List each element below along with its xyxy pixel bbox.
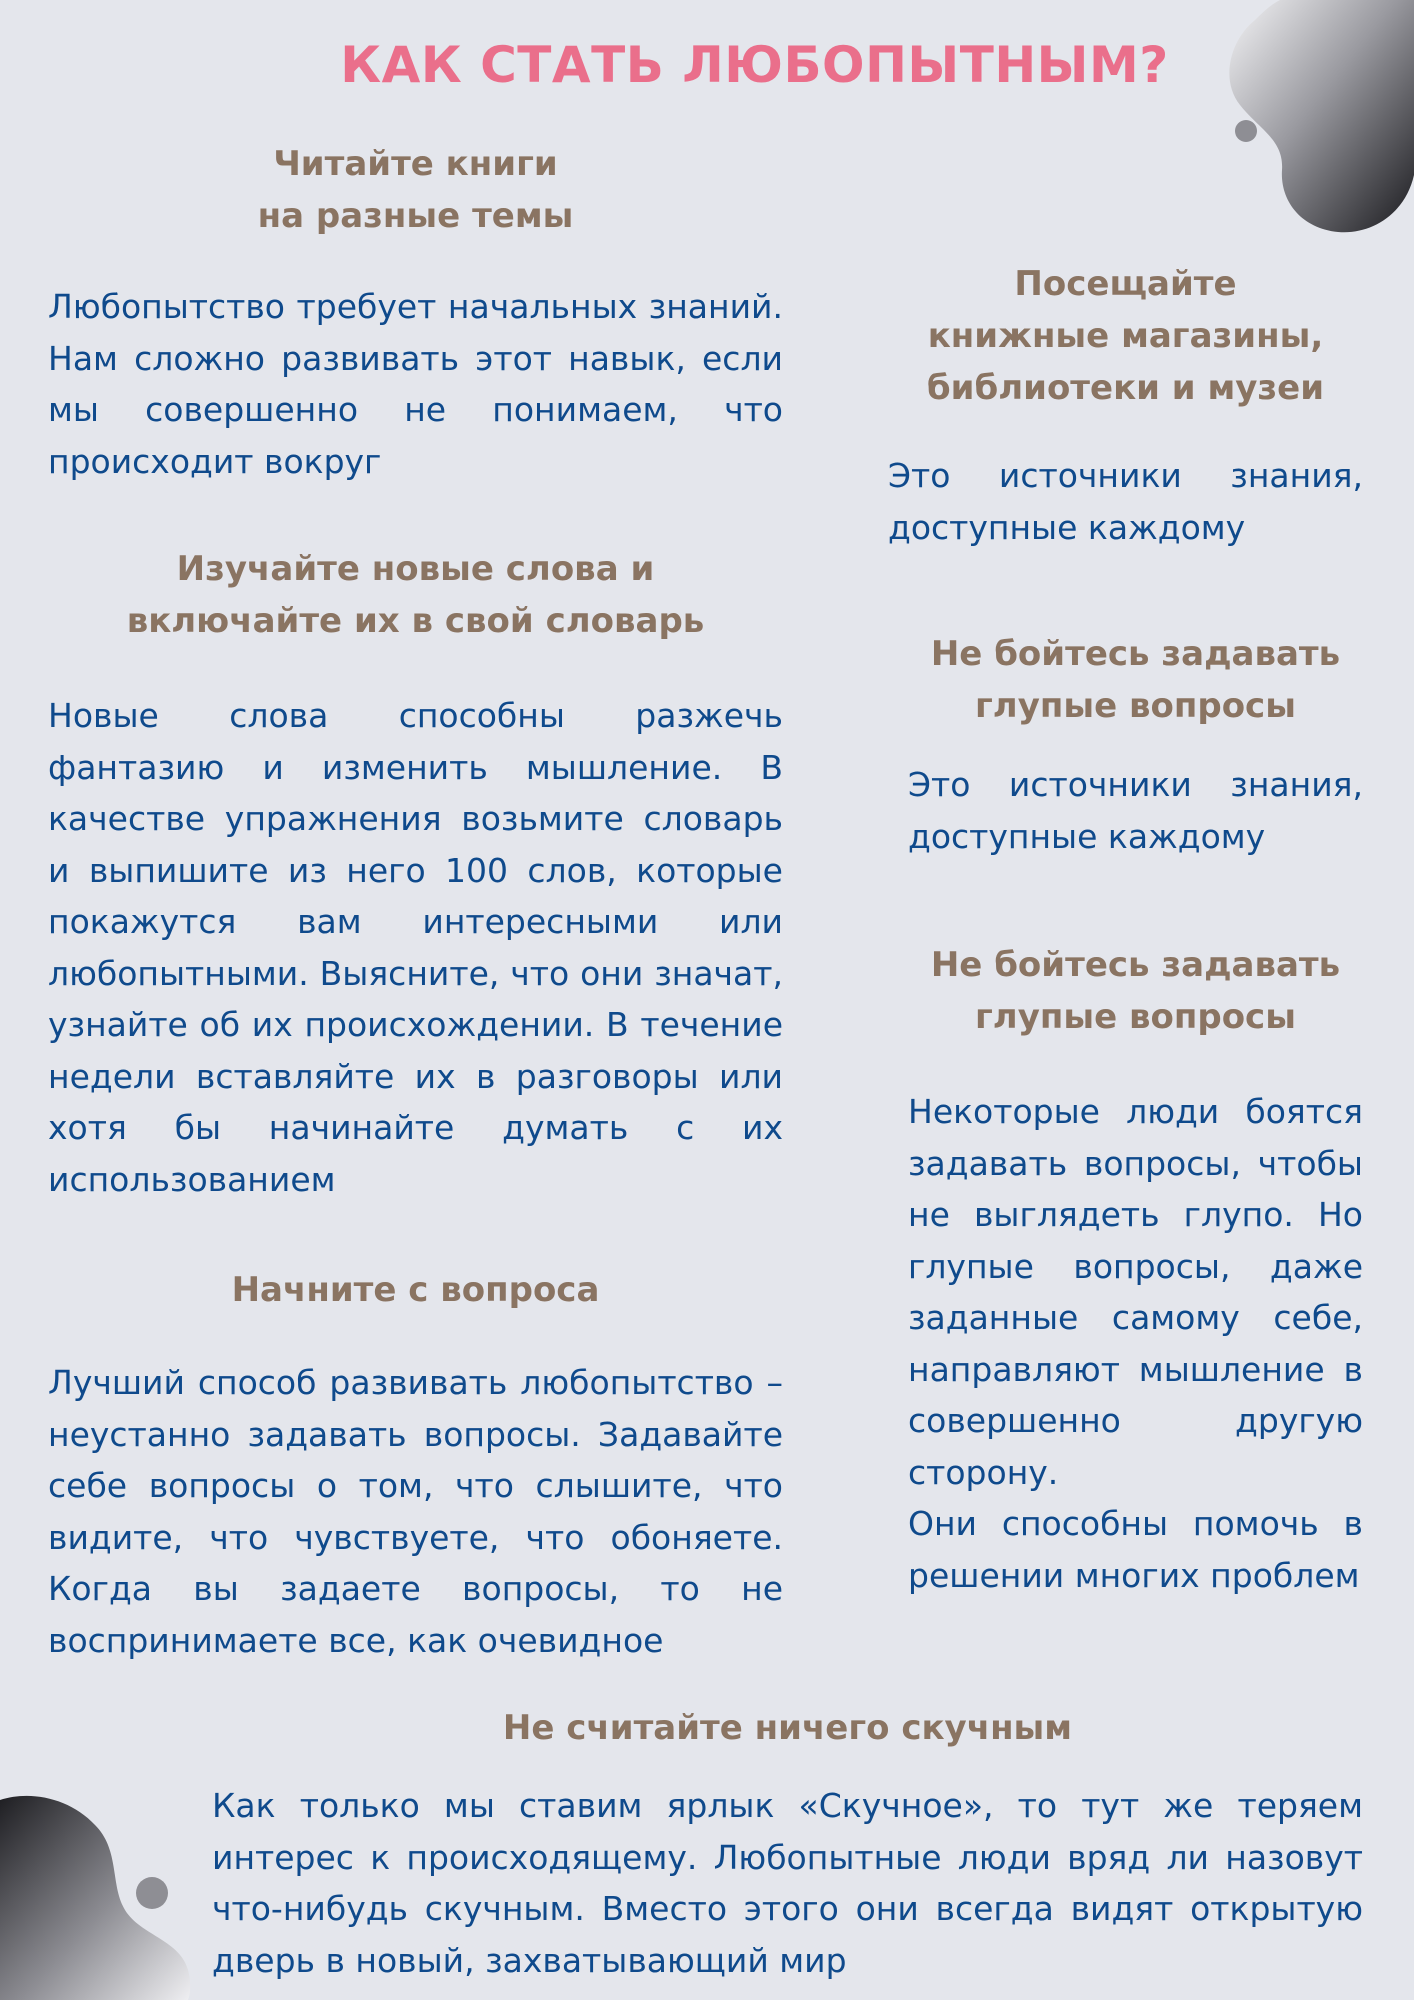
heading-line: Читайте книги xyxy=(273,144,558,184)
heading-line: Не бойтесь задавать xyxy=(930,945,1341,985)
bottom-left-blob-decoration xyxy=(0,1790,200,2000)
heading-nothing-boring: Не считайте ничего скучным xyxy=(502,1708,1073,1748)
text-silly-questions-2 xyxy=(908,1086,1363,1601)
heading-silly-questions-2 xyxy=(908,939,1363,1043)
heading-line: библиотеки и музеи xyxy=(926,368,1325,408)
heading-line: Не бойтесь задавать xyxy=(930,634,1341,674)
text-read-books: Любопытство требует начальных знаний. Нам сложно развивать этот навык, если мы совершенно не понимаем, что происходит вокруг xyxy=(48,287,783,481)
paragraph: Они способны помочь в решении многих проблем xyxy=(908,1504,1363,1595)
heading-line: на разные темы xyxy=(257,196,574,236)
heading-silly-questions-1 xyxy=(908,628,1363,732)
text-learn-words: Новые слова способны разжечь фантазию и изменить мышление. В качестве упражнения возьмите словарь и выпишите из него 100 слов, которые покажутся вам интересными или любопытными. Выясните, что они значат, узнайте об их происхождении. В течение недели вставляйте их в разговоры или хотя бы начинайте думать с их использованием xyxy=(48,696,783,1199)
text-visit-places: Это источники знания, доступные каждому xyxy=(888,456,1363,547)
heading-line: книжные магазины, xyxy=(927,316,1324,356)
text-silly-questions-1: Это источники знания, доступные каждому xyxy=(908,765,1363,856)
heading-learn-words xyxy=(48,543,783,647)
text-start-question: Лучший способ развивать любопытство – неустанно задавать вопросы. Задавайте себе вопросы о том, что слышите, что видите, что чувствуете, что обоняете. Когда вы задаете вопросы, то не воспринимаете все, как очевидное xyxy=(48,1363,783,1660)
heading-line: глупые вопросы xyxy=(975,686,1296,726)
page-title: КАК СТАТЬ ЛЮБОПЫТНЫМ? xyxy=(340,36,1169,94)
heading-visit-places xyxy=(888,258,1363,414)
paragraph: Некоторые люди боятся задавать вопросы, чтобы не выглядеть глупо. Но глупые вопросы, даже заданные самому себе, направляют мышление в совершенно другую сторону. xyxy=(908,1092,1363,1492)
heading-read-books xyxy=(48,138,783,242)
heading-line: включайте их в свой словарь xyxy=(126,601,705,641)
heading-line: Изучайте новые слова и xyxy=(176,549,655,589)
heading-line: глупые вопросы xyxy=(975,997,1296,1037)
heading-line: Посещайте xyxy=(1014,264,1237,304)
text-nothing-boring: Как только мы ставим ярлык «Скучное», то тут же теряем интерес к происходящему. Любопытные люди вряд ли назовут что-нибудь скучным. Вместо этого они всегда видят открытую дверь в новый, захватывающий мир xyxy=(212,1786,1363,1980)
heading-start-question: Начните с вопроса xyxy=(231,1270,600,1310)
